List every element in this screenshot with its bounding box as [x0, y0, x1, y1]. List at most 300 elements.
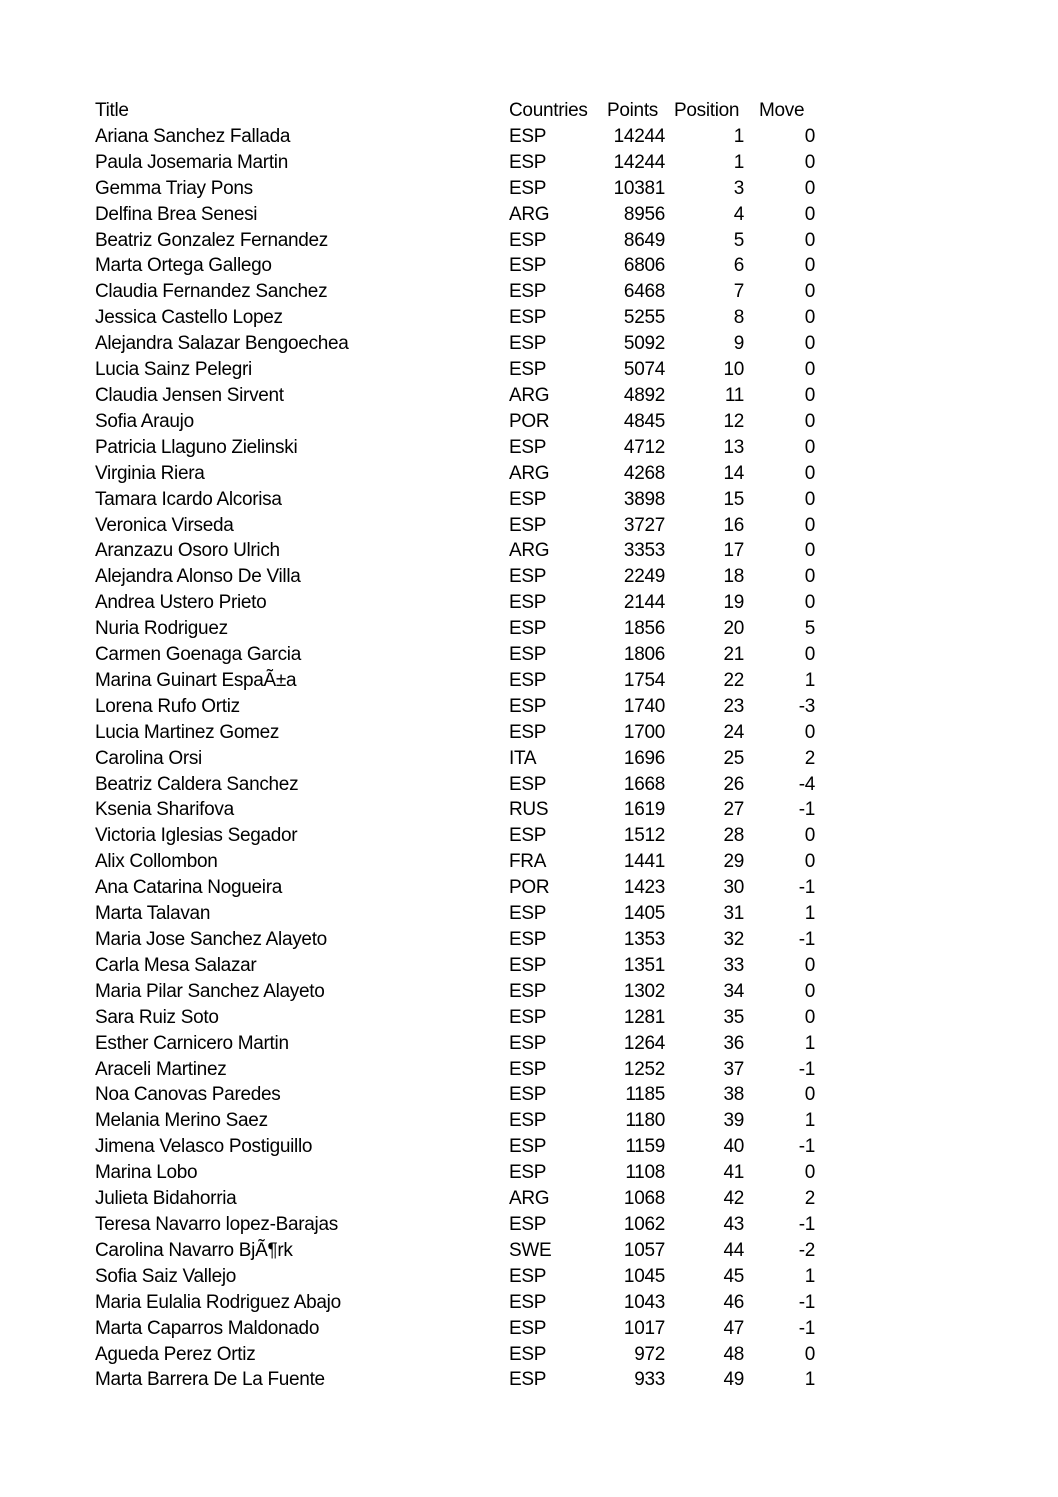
table-row [95, 849, 815, 875]
player-name-cell: Alejandra Salazar Bengoechea [95, 333, 349, 355]
country-code-cell: ESP [509, 1265, 547, 1287]
country-code-cell: ARG [509, 203, 550, 225]
player-name-cell: Lorena Rufo Ortiz [95, 695, 240, 717]
position-value-cell: 30 [723, 877, 744, 899]
points-value-cell: 1108 [625, 1162, 665, 1184]
move-value-cell: -3 [798, 695, 815, 717]
player-name-cell: Carolina Navarro BjÃ¶rk [95, 1239, 293, 1261]
header-countries: Countries [509, 100, 588, 121]
position-value-cell: 27 [723, 799, 744, 821]
country-code-cell: SWE [509, 1239, 552, 1261]
country-code-cell: ESP [509, 592, 547, 614]
header-title: Title [95, 100, 129, 121]
points-value-cell: 5255 [623, 307, 665, 329]
position-value-cell: 29 [723, 851, 744, 873]
table-row [95, 1264, 815, 1290]
table-row [95, 875, 815, 901]
points-value-cell: 10381 [613, 177, 665, 199]
position-value-cell: 19 [723, 592, 744, 614]
country-code-cell: ESP [509, 1006, 547, 1028]
player-name-cell: Carmen Goenaga Garcia [95, 644, 301, 666]
move-value-cell: 0 [804, 1162, 815, 1184]
table-row [95, 1031, 815, 1057]
country-code-cell: ESP [509, 825, 547, 847]
country-code-cell: ESP [509, 773, 547, 795]
move-value-cell: 1 [804, 1265, 815, 1287]
country-code-cell: ESP [509, 721, 547, 743]
table-row [95, 616, 815, 642]
points-value-cell: 1185 [625, 1084, 665, 1106]
points-value-cell: 1423 [623, 877, 665, 899]
points-value-cell: 1062 [623, 1213, 665, 1235]
country-code-cell: ESP [509, 1291, 547, 1313]
position-value-cell: 23 [723, 695, 744, 717]
points-value-cell: 1057 [623, 1239, 665, 1261]
player-name-cell: Ksenia Sharifova [95, 799, 234, 821]
points-value-cell: 8956 [623, 203, 665, 225]
table-row [95, 331, 815, 357]
country-code-cell: ESP [509, 514, 547, 536]
points-value-cell: 1806 [623, 644, 665, 666]
move-value-cell: 0 [804, 721, 815, 743]
move-value-cell: 0 [804, 203, 815, 225]
country-code-cell: ESP [509, 1110, 547, 1132]
player-name-cell: Agueda Perez Ortiz [95, 1343, 256, 1365]
position-value-cell: 4 [733, 203, 744, 225]
country-code-cell: ESP [509, 695, 547, 717]
points-value-cell: 1441 [623, 851, 665, 873]
points-value-cell: 1252 [623, 1058, 665, 1080]
move-value-cell: 0 [804, 307, 815, 329]
position-value-cell: 15 [723, 488, 744, 510]
table-row [95, 1212, 815, 1238]
points-value-cell: 1856 [623, 618, 665, 640]
position-value-cell: 28 [723, 825, 744, 847]
move-value-cell: 0 [804, 514, 815, 536]
move-value-cell: -1 [798, 1136, 815, 1158]
table-row [95, 409, 815, 435]
country-code-cell: ESP [509, 669, 547, 691]
move-value-cell: 0 [804, 359, 815, 381]
move-value-cell: 0 [804, 1084, 815, 1106]
player-name-cell: Sofia Araujo [95, 410, 194, 432]
table-row [95, 1186, 815, 1212]
move-value-cell: -1 [798, 929, 815, 950]
country-code-cell: ESP [509, 903, 547, 925]
points-value-cell: 1740 [623, 695, 665, 717]
player-name-cell: Patricia Llaguno Zielinski [95, 436, 298, 458]
player-name-cell: Jimena Velasco Postiguillo [95, 1136, 313, 1158]
player-name-cell: Lucia Sainz Pelegri [95, 359, 252, 381]
move-value-cell: 1 [804, 1369, 815, 1391]
player-name-cell: Marta Barrera De La Fuente [95, 1369, 325, 1391]
player-name-cell: Beatriz Gonzalez Fernandez [95, 229, 328, 251]
move-value-cell: -1 [798, 1291, 815, 1313]
country-code-cell: ESP [509, 566, 547, 588]
country-code-cell: ARG [509, 384, 550, 406]
points-value-cell: 1264 [623, 1032, 665, 1054]
points-value-cell: 1619 [623, 799, 665, 821]
points-value-cell: 5074 [623, 359, 665, 381]
table-row [95, 642, 815, 668]
position-value-cell: 5 [733, 229, 744, 251]
position-value-cell: 16 [723, 514, 744, 536]
position-value-cell: 11 [724, 384, 744, 406]
player-name-cell: Gemma Triay Pons [95, 177, 253, 199]
points-value-cell: 6468 [623, 281, 665, 303]
country-code-cell: ESP [509, 1084, 547, 1106]
position-value-cell: 45 [723, 1265, 744, 1287]
country-code-cell: ITA [509, 747, 537, 769]
position-value-cell: 1 [733, 125, 744, 147]
player-name-cell: Carolina Orsi [95, 747, 202, 769]
table-row [95, 253, 815, 279]
move-value-cell: 0 [804, 1006, 815, 1028]
table-row [95, 1057, 815, 1083]
position-value-cell: 39 [723, 1110, 744, 1132]
table-row [95, 279, 815, 305]
country-code-cell: RUS [509, 799, 549, 821]
move-value-cell: 0 [804, 592, 815, 614]
position-value-cell: 38 [723, 1084, 744, 1106]
header-move: Move [759, 100, 805, 121]
country-code-cell: ESP [509, 954, 547, 976]
player-name-cell: Maria Pilar Sanchez Alayeto [95, 980, 325, 1002]
move-value-cell: 1 [804, 669, 815, 691]
player-name-cell: Lucia Martinez Gomez [95, 721, 280, 743]
move-value-cell: 2 [804, 747, 815, 769]
table-row [95, 823, 815, 849]
move-value-cell: 2 [804, 1188, 815, 1210]
table-row [95, 1342, 815, 1368]
ranking-table-body [95, 124, 815, 1393]
position-value-cell: 36 [723, 1032, 744, 1054]
move-value-cell: 0 [804, 825, 815, 847]
table-row [95, 1238, 815, 1264]
points-value-cell: 1302 [623, 980, 665, 1002]
table-row [95, 720, 815, 746]
player-name-cell: Virginia Riera [95, 462, 205, 484]
points-value-cell: 14244 [613, 125, 665, 147]
table-row [95, 228, 815, 254]
move-value-cell: 1 [804, 1032, 815, 1054]
points-value-cell: 1017 [623, 1317, 665, 1339]
header-points: Points [607, 100, 659, 121]
move-value-cell: 0 [804, 954, 815, 976]
position-value-cell: 18 [723, 566, 744, 588]
table-row [95, 487, 815, 513]
table-row [95, 1290, 815, 1316]
position-value-cell: 6 [733, 255, 744, 277]
move-value-cell: 0 [804, 125, 815, 147]
position-value-cell: 9 [733, 333, 744, 355]
table-row [95, 202, 815, 228]
country-code-cell: ESP [509, 436, 547, 458]
player-name-cell: Ariana Sanchez Fallada [95, 125, 291, 147]
points-value-cell: 8649 [623, 229, 665, 251]
position-value-cell: 41 [723, 1162, 744, 1184]
table-row [95, 1367, 815, 1393]
ranking-table-header [95, 98, 815, 124]
country-code-cell: ESP [509, 307, 547, 329]
position-value-cell: 13 [723, 436, 744, 458]
move-value-cell: 0 [804, 255, 815, 277]
points-value-cell: 4845 [623, 410, 665, 432]
position-value-cell: 37 [723, 1058, 744, 1080]
move-value-cell: 0 [804, 436, 815, 458]
move-value-cell: -1 [798, 1213, 815, 1235]
move-value-cell: 1 [804, 1110, 815, 1132]
country-code-cell: ESP [509, 281, 547, 303]
table-row [95, 1108, 815, 1134]
country-code-cell: ESP [509, 618, 547, 640]
player-name-cell: Noa Canovas Paredes [95, 1084, 281, 1106]
move-value-cell: 0 [804, 980, 815, 1002]
table-row [95, 513, 815, 539]
country-code-cell: ESP [509, 1317, 547, 1339]
country-code-cell: ESP [509, 980, 547, 1002]
move-value-cell: 0 [804, 566, 815, 588]
position-value-cell: 8 [733, 307, 744, 329]
country-code-cell: ESP [509, 1032, 547, 1054]
table-row [95, 1316, 815, 1342]
position-value-cell: 24 [723, 721, 744, 743]
table-row [95, 357, 815, 383]
table-row [95, 564, 815, 590]
country-code-cell: FRA [509, 851, 547, 873]
player-name-cell: Maria Jose Sanchez Alayeto [95, 929, 327, 950]
player-name-cell: Veronica Virseda [95, 514, 234, 536]
move-value-cell: 5 [804, 618, 815, 640]
position-value-cell: 46 [723, 1291, 744, 1313]
player-name-cell: Beatriz Caldera Sanchez [95, 773, 299, 795]
table-row [95, 927, 815, 953]
player-name-cell: Esther Carnicero Martin [95, 1032, 289, 1054]
move-value-cell: 0 [804, 281, 815, 303]
points-value-cell: 2144 [623, 592, 665, 614]
position-value-cell: 10 [723, 359, 744, 381]
position-value-cell: 49 [723, 1369, 744, 1391]
position-value-cell: 42 [723, 1188, 744, 1210]
player-name-cell: Teresa Navarro lopez-Barajas [95, 1213, 338, 1235]
position-value-cell: 33 [723, 954, 744, 976]
country-code-cell: ESP [509, 125, 547, 147]
country-code-cell: ESP [509, 644, 547, 666]
table-row [95, 176, 815, 202]
points-value-cell: 4892 [623, 384, 665, 406]
player-name-cell: Alejandra Alonso De Villa [95, 566, 301, 588]
player-name-cell: Delfina Brea Senesi [95, 203, 258, 225]
move-value-cell: 0 [804, 462, 815, 484]
table-row [95, 305, 815, 331]
player-name-cell: Aranzazu Osoro Ulrich [95, 540, 280, 562]
country-code-cell: ESP [509, 1058, 547, 1080]
country-code-cell: ESP [509, 151, 547, 173]
table-row [95, 901, 815, 927]
table-row [95, 1082, 815, 1108]
points-value-cell: 1512 [623, 825, 665, 847]
move-value-cell: -1 [798, 1058, 815, 1080]
position-value-cell: 47 [723, 1317, 744, 1339]
table-row [95, 953, 815, 979]
move-value-cell: 0 [804, 540, 815, 562]
table-row [95, 668, 815, 694]
move-value-cell: 0 [804, 410, 815, 432]
player-name-cell: Paula Josemaria Martin [95, 151, 288, 173]
position-value-cell: 44 [723, 1239, 744, 1261]
player-name-cell: Maria Eulalia Rodriguez Abajo [95, 1291, 341, 1313]
country-code-cell: ESP [509, 1369, 547, 1391]
player-name-cell: Alix Collombon [95, 851, 218, 873]
country-code-cell: POR [509, 877, 550, 899]
table-row [95, 590, 815, 616]
position-value-cell: 43 [723, 1213, 744, 1235]
table-row [95, 124, 815, 150]
position-value-cell: 3 [733, 177, 744, 199]
move-value-cell: 0 [804, 851, 815, 873]
country-code-cell: ARG [509, 1188, 550, 1210]
player-name-cell: Marta Caparros Maldonado [95, 1317, 320, 1339]
position-value-cell: 26 [723, 773, 744, 795]
header-row [95, 98, 815, 124]
position-value-cell: 22 [723, 669, 744, 691]
player-name-cell: Araceli Martinez [95, 1058, 227, 1080]
move-value-cell: 0 [804, 384, 815, 406]
country-code-cell: ESP [509, 359, 547, 381]
points-value-cell: 4712 [623, 436, 665, 458]
country-code-cell: ESP [509, 1213, 547, 1235]
player-name-cell: Nuria Rodriguez [95, 618, 228, 640]
move-value-cell: 0 [804, 229, 815, 251]
move-value-cell: -1 [798, 1317, 815, 1339]
country-code-cell: ESP [509, 333, 547, 355]
table-row [95, 1160, 815, 1186]
ranking-document-page [95, 98, 815, 1393]
points-value-cell: 3898 [623, 488, 665, 510]
points-value-cell: 1405 [623, 903, 665, 925]
points-value-cell: 2249 [623, 566, 665, 588]
points-value-cell: 1754 [623, 669, 665, 691]
points-value-cell: 1353 [623, 929, 665, 950]
table-row [95, 694, 815, 720]
player-name-cell: Sofia Saiz Vallejo [95, 1265, 237, 1287]
position-value-cell: 40 [723, 1136, 744, 1158]
country-code-cell: ESP [509, 229, 547, 251]
table-row [95, 797, 815, 823]
points-value-cell: 1281 [623, 1006, 665, 1028]
player-name-cell: Melania Merino Saez [95, 1110, 268, 1132]
country-code-cell: ESP [509, 255, 547, 277]
points-value-cell: 14244 [613, 151, 665, 173]
player-name-cell: Marta Talavan [95, 903, 211, 925]
player-name-cell: Julieta Bidahorria [95, 1188, 237, 1210]
player-name-cell: Claudia Jensen Sirvent [95, 384, 284, 406]
points-value-cell: 1159 [625, 1136, 665, 1158]
country-code-cell: ESP [509, 488, 547, 510]
table-row [95, 538, 815, 564]
position-value-cell: 17 [723, 540, 744, 562]
position-value-cell: 48 [723, 1343, 744, 1365]
table-row [95, 979, 815, 1005]
country-code-cell: ESP [509, 177, 547, 199]
table-row [95, 1134, 815, 1160]
points-value-cell: 1668 [623, 773, 665, 795]
country-code-cell: ESP [509, 929, 547, 950]
player-name-cell: Claudia Fernandez Sanchez [95, 281, 328, 303]
points-value-cell: 1068 [623, 1188, 665, 1210]
position-value-cell: 21 [723, 644, 744, 666]
table-row [95, 1005, 815, 1031]
points-value-cell: 933 [634, 1369, 665, 1391]
country-code-cell: ARG [509, 462, 550, 484]
points-value-cell: 4268 [623, 462, 665, 484]
position-value-cell: 25 [723, 747, 744, 769]
country-code-cell: ARG [509, 540, 550, 562]
player-name-cell: Jessica Castello Lopez [95, 307, 283, 329]
points-value-cell: 972 [634, 1343, 665, 1365]
move-value-cell: -4 [798, 773, 815, 795]
position-value-cell: 32 [723, 929, 744, 950]
move-value-cell: -1 [798, 877, 815, 899]
position-value-cell: 7 [733, 281, 744, 303]
move-value-cell: 0 [804, 151, 815, 173]
position-value-cell: 14 [723, 462, 744, 484]
table-row [95, 383, 815, 409]
position-value-cell: 20 [723, 618, 744, 640]
points-value-cell: 1351 [623, 954, 665, 976]
position-value-cell: 1 [733, 151, 744, 173]
ranking-table [95, 98, 815, 1393]
points-value-cell: 1045 [623, 1265, 665, 1287]
move-value-cell: -1 [798, 799, 815, 821]
table-row [95, 772, 815, 798]
player-name-cell: Andrea Ustero Prieto [95, 592, 267, 614]
position-value-cell: 35 [723, 1006, 744, 1028]
player-name-cell: Marina Lobo [95, 1162, 198, 1184]
country-code-cell: ESP [509, 1136, 547, 1158]
header-position: Position [674, 100, 740, 121]
points-value-cell: 6806 [623, 255, 665, 277]
player-name-cell: Tamara Icardo Alcorisa [95, 488, 282, 510]
player-name-cell: Sara Ruiz Soto [95, 1006, 219, 1028]
position-value-cell: 31 [723, 903, 744, 925]
move-value-cell: -2 [798, 1239, 815, 1261]
points-value-cell: 5092 [623, 333, 665, 355]
country-code-cell: ESP [509, 1162, 547, 1184]
player-name-cell: Carla Mesa Salazar [95, 954, 257, 976]
country-code-cell: POR [509, 410, 550, 432]
table-row [95, 435, 815, 461]
position-value-cell: 12 [723, 410, 744, 432]
table-row [95, 461, 815, 487]
move-value-cell: 0 [804, 1343, 815, 1365]
position-value-cell: 34 [723, 980, 744, 1002]
points-value-cell: 3727 [623, 514, 665, 536]
player-name-cell: Marta Ortega Gallego [95, 255, 272, 277]
points-value-cell: 1180 [625, 1110, 665, 1132]
move-value-cell: 0 [804, 488, 815, 510]
player-name-cell: Ana Catarina Nogueira [95, 877, 282, 899]
player-name-cell: Marina Guinart EspaÃ±a [95, 669, 297, 691]
player-name-cell: Victoria Iglesias Segador [95, 825, 298, 847]
points-value-cell: 1043 [623, 1291, 665, 1313]
points-value-cell: 1696 [623, 747, 665, 769]
move-value-cell: 0 [804, 333, 815, 355]
move-value-cell: 1 [804, 903, 815, 925]
move-value-cell: 0 [804, 177, 815, 199]
table-row [95, 150, 815, 176]
country-code-cell: ESP [509, 1343, 547, 1365]
